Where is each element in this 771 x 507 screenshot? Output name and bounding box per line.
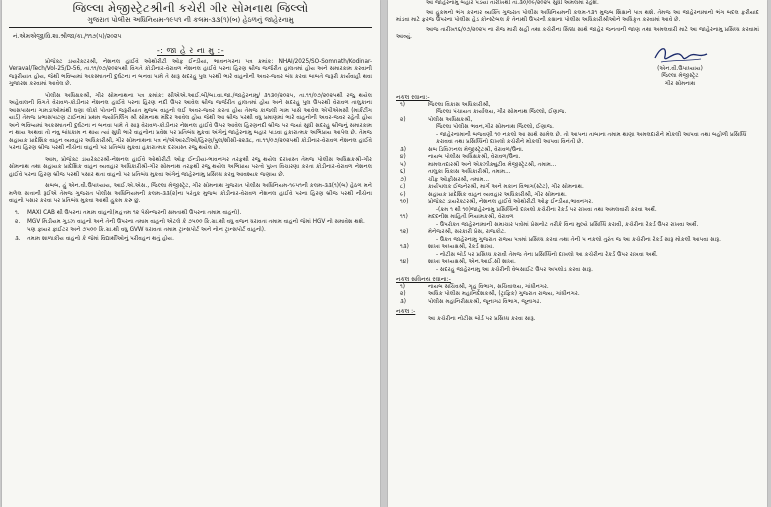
copy-item xyxy=(396,291,759,299)
office-header: જિલ્લા મેજીસ્ટ્રેટશ્રીની કચેરી ગીર સોમનાથ જિલ્લો xyxy=(72,1,309,15)
copy-number xyxy=(396,316,428,324)
copy-recipient: નાયબ સચિવશ્રી, ગૃહ વિભાગ, સચિવાલય, ગાંધીનગર. xyxy=(428,283,549,290)
copy-item xyxy=(396,177,759,185)
copy-number: ૧) xyxy=(400,101,406,108)
copy-list-notice xyxy=(396,316,759,324)
copy-recipient: પોલીસ મહાનિરીક્ષકશ્રી, જૂનાગઢ વિભાગ, જૂનાગઢ. xyxy=(428,298,542,305)
copy-number: ૧૪) xyxy=(400,259,409,265)
copy-item xyxy=(396,192,759,200)
reference-number: નં.એમએજી/વિ.શા.શ્રીજા/કા./૧૧૭(૫)/૨૦૨૫ xyxy=(13,33,122,40)
copy-recipient: શાખા અધ્યક્ષશ્રી, એન.આઈ.સી શાખા. xyxy=(428,259,516,265)
copy-number: ૧૨) xyxy=(400,229,409,235)
body-paragraph: સબબ, હું એન.વી.ઉપાધ્યાય, આઈ.એ.એસ., જિલ્લા મેજીસ્ટ્રેટ, ગીર સોમનાથ ગુજરાત પોલીસ અધિનિયમ-૧૯૫૧ની કલમ-૩૩(૧)(બ) હેઠળ મને મળેલ સત્તાની રૂઈએ તેમજ ગુજરાત પોલીસ અધિનિયમની કલમ-૩૩(૨)ના પરંતુક મુજબ કોડીનાર-વેરાવળ નેશનલ હાઈવે પરના હિરણ બ્રીજ પરથી નીચેના વાહનો પસાર કરવા પર પ્રતિબંધ મુકવા આથી હુકમ કરુ છુ. xyxy=(9,183,372,204)
body-paragraph: આમ, પ્રોજેક્ટ ડાયરેક્ટરશ્રી-નેશનલ હાઈવે ઓથોરીટી ઓફ ઈન્ડીયા-ભાવનગર તરફથી રજુ થયેલ દરખાસ્ત તેમજ પોલીસ અધિક્ષકશ્રી-ગીર સોમનાથ તથા સહાયક પ્રાદેશિક વાહન વ્યવહાર અધિકારીશ્રી-ગીર સોમનાથ તરફથી રજુ થયેલ અભિપ્રાય પરત્વે પુખ્ત વિચારણા કરતા કોડીનાર-વેરાવળ નેશનલ હાઈવે પરના હિરણ બ્રીજ પરથી પસાર થતા વાહનો પર પ્રતિબંધ મુકવા અંગેનું જાહેરનામુ પ્રસિધ્ધ કરવુ આવશ્યક જણાય છે. xyxy=(9,156,372,178)
copy-number: ૭) xyxy=(400,176,407,183)
copy-item xyxy=(396,102,759,110)
copy-heading-notice: નકલ :- xyxy=(396,308,416,315)
restriction-text: MAXI CAB થી ઉપરના તમામ વાહનો(મહત્તમ ૧૨ પેસેન્જરની ક્ષમતાથી ઉપરના તમામ વાહનો). xyxy=(27,209,242,216)
copy-instruction: - ઉક્ત જાહેરનામુ ગુજરાત રાજ્ય પત્રમાં પ્રસિધ્ધ કરવા તથા તેની ૫ નકલો તુરંત જ આ કચેરીના રેકર્ડ સારૂ મોકલી આપવા સારૂ. xyxy=(436,236,721,243)
copy-item xyxy=(396,214,759,222)
copy-number: ૩) xyxy=(400,298,407,305)
copy-item xyxy=(396,299,759,307)
copy-item xyxy=(396,244,759,252)
copy-recipient: આ કચેરીના નોટીસ બોર્ડ પર પ્રસિધ્ધ કરવા સારૂ. xyxy=(428,315,536,322)
notice-body xyxy=(9,59,372,206)
copy-list-respectful xyxy=(396,284,759,307)
copy-number: ૩) xyxy=(400,146,407,153)
copy-recipient: પોલીસ અધિક્ષકશ્રી, xyxy=(428,116,473,123)
signatory-place: ગીર સોમનાથ xyxy=(664,80,696,87)
copy-number: ૧) xyxy=(400,283,406,290)
copy-recipient: અધિક પોલીસ મહાનિર્દેશકશ્રી, (ટ્રાફિક) ગુજરાત રાજ્ય, ગાંધીનગર. xyxy=(428,291,580,297)
restriction-number: ૨. xyxy=(15,219,21,225)
copy-heading: નકલ રવાના:- xyxy=(396,94,430,101)
copy-instruction: - જાહેરનામાની બજવણી ૧૦ નકલો આ સાથે સામેલ છે. તો આપના તાબાના તમામ થાણા અમલદારોને મોકલી આપવા તથા બહોળી પ્રસિધ્ધિ કરાવવા તથા પ્રસિધ્ધિનો દાખલો કચેરીને મોકલી આપવા વિનંતી છે. xyxy=(436,131,747,145)
restriction-text: MGV મિડીયમ ગુડઝ વાહનો અને તેની ઉપરના તમામ વાહનો એટલે કે ૭૫૦૦ કિ.ગ્રા.થી વધુ વજન ધરાવતા તમામ વાહનો જેમાં HGV નો સમાવેશ થશે. પણ ફાયર ફાઈટર અને ૭૫૦૦ કિ.ગ્રા.થી વધુ GVW ધરાવતા તમામ ટ્રાન્સપોર્ટ અને નોન ટ્રાન્સપોર્ટ વાહનો). xyxy=(27,219,365,233)
copy-number: ૯) xyxy=(400,191,406,198)
left-page xyxy=(2,0,380,507)
copy-item xyxy=(396,284,759,292)
notice-continuation xyxy=(396,0,759,42)
copy-item xyxy=(396,259,759,267)
copy-recipient: મદદનીશ માહિતી નિયામકશ્રી, વેરાવળ xyxy=(428,214,514,220)
copy-number: ૧૦) xyxy=(400,199,409,205)
copy-recipient: જિલ્લા વિકાસ અધિકારીશ્રી, xyxy=(428,101,491,108)
copy-number: ૬) xyxy=(400,169,406,175)
copy-heading-respectful: નકલ સવિનય રવાના:- xyxy=(396,276,451,283)
copy-recipient: મેનેજરશ્રી, સરકારી પ્રેસ, રાજકોટ. xyxy=(428,229,506,235)
copy-instruction: - ઉપરોક્ત જાહેરનામાની સમાચાર પત્રોમાં પ્રેસનોટ તરીકે વિના મુલ્યે પ્રસિધ્ધિ કરાવી, કચેરીના રેકર્ડ ઉપર રાખવા અર્થે. xyxy=(436,221,699,228)
copy-list xyxy=(396,102,759,275)
restriction-list xyxy=(9,210,372,244)
body-paragraph: પ્રોજેક્ટ ડાયરેક્ટરશ્રી, નેશનલ હાઈવે ઓથોરીટી ઓફ ઈન્ડીયા, ભાવનગરના પત્ર ક્રમાંક: NHAI/2025/SO-Somnath/Kodinar-Veraval/Tech/Vol-25/D-56, તા.૧૧/૦૭/૨૦૨૫થી વિગતે કોડીનાર-વેરાવળ નેશનલ હાઈવે પરના હિરણ બ્રીજ જર્જરીત હાલતમાં હોય અને સમારકામ કરવાની જરૂરીયાત હોય, જેથી ભવિષ્યમાં અકસ્માતની દુર્ઘટના ન બનવા પામે તે સારૂ સદરહુ પુલ પરથી ભારે વાહનોની અવર-જવર બંધ કરવા બાબતે જરૂરી કાર્યવાહી થવા ગુજારશ કરવામાં આવેલ છે. xyxy=(9,58,372,87)
copy-recipient: પ્રોજેક્ટ ડાયરેક્ટરશ્રી, નેશનલ હાઈવે ઓથોરીટી ઓફ ઈન્ડીયા,ભાવનગર. xyxy=(428,199,594,205)
copy-instruction: જિલ્લા પોલીસ ભવન,ગીર સોમનાથ જિલ્લો, ઈણાજ. xyxy=(436,124,554,130)
copy-number: ૪) xyxy=(400,154,406,160)
restriction-item xyxy=(9,219,372,234)
restriction-text: તમામ શાળાકીય વાહનો કે જેમાં વિદ્યાર્થીઓનું પરીવહન થતું હોય. xyxy=(27,236,174,242)
copy-number: ૮) xyxy=(400,184,406,190)
restriction-number: ૧. xyxy=(15,209,20,216)
copy-item xyxy=(396,147,759,155)
copy-item xyxy=(396,162,759,170)
act-header: ગુજરાત પોલીસ અધિનિયમ-૧૯૫૧ ની કલમ-૩૩(૧)(બ) હેઠળનું જાહેરનામુ xyxy=(9,15,372,28)
signatory-designation: જિલ્લા મેજીસ્ટ્રેટ xyxy=(661,73,699,79)
copy-item xyxy=(396,316,759,324)
copy-recipient: તાલુકા વિકાસ અધિકારીશ્રી, તમામ... xyxy=(428,169,511,175)
continuation-paragraph: આ હુકમનો ભંગ કરનાર વ્યક્તિ ગુજરાત પોલીસ અધિનિયમની કલમ-૧૩૧ મુજબ શિક્ષાને પાત્ર થશે. તેમજ આ જાહેરનામાનો ભંગ બદલ ફરીયાદ માંડવા માટે ફરજ ઉપરના પોલીસ હેડ કોન્સ્ટેબલ કે તેનાથી ઉપરની કક્ષાના પોલીસ અધિકારીશ્રીઓને અધિકૃત કરવામાં આવે છે. xyxy=(396,9,759,23)
copy-item xyxy=(396,169,759,177)
copy-recipient: ચીફ ઓફીસરશ્રી, તમામ... xyxy=(428,176,490,183)
body-paragraph: પોલીસ અધિક્ષકશ્રી, ગીર સોમનાથના પત્ર ક્રમાંક: સીએએ.આઈ.બી/બા.વા.જા./જાહેરનામુ/ ૩૧૩૦/૨૦૨૫, તા.૧૧/૦૭/૨૦૨૫થી રજુ થયેલ અહેવાલની વિગતે વેરાવળ-કોડીનાર નેશનલ હાઈવે પરના હિરણ નદી ઉપર આવેલ બ્રીજ જર્જરીત હાલતમાં હોય અને સદરહુ પુલ ઉપરથી વેરાવળ તાલુકાના આસપાસના ગામડાઓમાંથી ઘણા લોકો પોતાની જરૂરીયાત મુજબ વાહનો લઈ અવર-જવર કરતા હોય તેમજ કાજલી ગામ પાસે આવેલ એપીએમસી (માર્કેટીંગ યાર્ડ) તેમજ પ્રભાસપાટણ ટાઈનમાં પ્રથમ જ્યોતિર્લિંગ શ્રી સોમનાથ મંદિર આવેલ હોય જેથી આ બ્રીજ પરથી વધુ પ્રમાણમાં ભારે વાહનોની અવર-જવર રહેતી હોય અને ભવિષ્યમાં અકસ્માતની દુર્ઘટના ન બનવા પામે તે સારૂ વેરાવળ-કોડીનાર નેશનલ હાઈવે ઉપર આવેલ હિરણનદી બ્રીજ પર જયાં સુધી સદરહુ બ્રીજનું સમારકામ ન થાય અથવા તો નવુ બાંધકામ ન થાય ત્યાં સુધી ભારે વાહનોના પ્રવેશ પર પ્રતિબંધ મુકવા અંગેનું જાહેરનામુ બહાર પાડવા હકારાત્મક અભિપ્રાય આપેલ છે. તેમજ સહાયક પ્રાદેશિક વાહન વ્યવહાર અધિકારીશ્રી, ગીર સોમનાથના પત્ર નં/એઆરટીઓ/હિરણ/પુલ/શીસી-૨૨૩૮, તા.૧૧/૦૭/૨૦૨૫થી કોડીનાર-વેરાવળ નેશનલ હાઈવે પરના હિરણ બ્રીજ પરથી નીચેના વાહનો પર પ્રતિબંધ મુકવા હકારાત્મક દરખાસ્ત રજુ થયેલ છે. xyxy=(9,92,372,151)
signature-scribble-icon xyxy=(651,44,711,66)
continuation-paragraph: આ જાહેરનામુ બહાર પડયા તારીખથી તા.૩૦/૦૯/૨૦૨૫ સુધી અમલમાં રહેશે. xyxy=(426,0,599,6)
signatory-name: (એન.વી.ઉપાધ્યાય) xyxy=(657,65,703,72)
copy-recipient: કાર્યપાલક ઈજનેરશ્રી, માર્ગ અને મકાન વિભાગ(સ્ટેટ), ગીર સોમનાથ. xyxy=(428,184,584,190)
copy-recipient: નાયબ પોલીસ અધિક્ષકશ્રી, વેરાવળ/ઉના. xyxy=(428,154,521,160)
copy-item xyxy=(396,154,759,162)
continuation-paragraph: આજ તારીખ૧૬/૦૭/૨૦૨૫ ના રોજ મારી સહી તથા કચેરીના સિક્કા સાથે જાહેર જનતાની જાણ તથા અમલવારી માટે આ જાહેરનામુ પ્રસિધ્ધ કરવામાં આવ્યું. xyxy=(396,26,759,40)
copy-recipient: સબ ડિવિઝનલ મેજીસ્ટ્રેટશ્રી, વેરાવળ/ઉના. xyxy=(428,146,524,153)
restriction-number: ૩. xyxy=(15,236,21,242)
copy-item xyxy=(396,117,759,125)
notice-title: -: જા હે ર ના મુ :- xyxy=(156,45,225,55)
copy-item xyxy=(396,184,759,192)
copy-number: ૧૩) xyxy=(400,244,409,250)
restriction-item xyxy=(9,236,372,244)
copy-number: ૫) xyxy=(400,161,406,168)
copy-item xyxy=(396,229,759,237)
copy-recipient: સહાયક પ્રાદેશિક વાહન વ્યવહાર અધિકારીશ્રી, ગીર સોમનાથ. xyxy=(428,191,567,198)
copy-number: ૧૧) xyxy=(400,214,408,220)
copy-instruction: - સદરહુ જાહેરનામુ આ કચેરીની વેબસાઈટ ઉપર અપલોડ કરવા સારૂ. xyxy=(436,266,593,273)
copy-recipient: શાખા અધ્યક્ષશ્રી, રેકર્ડ શાખા. xyxy=(428,244,495,250)
right-page xyxy=(388,0,767,507)
copy-instruction: -(ક્રમ ૧ થી ૧૦)જાહેરનામુ પ્રસિધ્ધિનો દાખલો કચેરીના રેકર્ડ પર રાખવા તથા અમલવારી કરવા અર્થે. xyxy=(436,206,657,213)
copy-instruction: - નોટીસ બોર્ડ પર પ્રસિધ્ધ કરાવી તેમજ તેના પ્રસિધ્ધિનો દાખલો આ કચેરીના રેકર્ડ ઉપર રાખવા અર્થે. xyxy=(436,251,658,258)
copy-item xyxy=(396,199,759,207)
copy-number: ૨) xyxy=(400,116,406,123)
signature-block xyxy=(396,44,735,89)
restriction-item xyxy=(9,210,372,218)
copy-instruction: જિલ્લા પંચાયત કાર્યાલય, ગીર સોમનાથ જિલ્લો, ઈણાજ. xyxy=(436,109,567,115)
copy-recipient: મામલતદારશ્રી અને એક્ઝીક્યુટીવ મેજીસ્ટ્રેટશ્રી, તમામ... xyxy=(428,161,557,168)
copy-number: ૨) xyxy=(400,291,406,297)
